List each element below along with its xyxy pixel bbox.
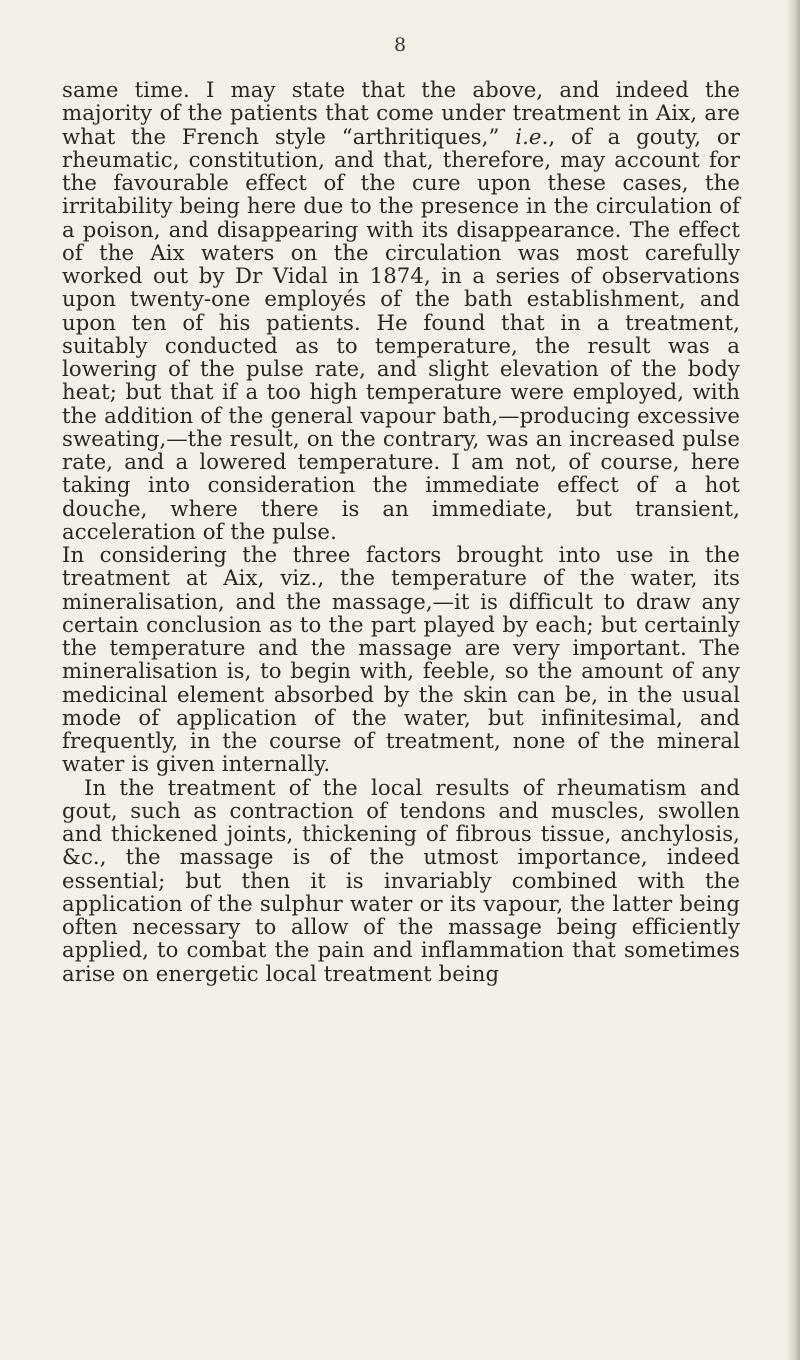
page-number: 8 (393, 34, 407, 56)
italic-abbreviation: i.e. (515, 123, 549, 149)
body-text (62, 78, 740, 985)
paragraph (62, 78, 740, 543)
text-segment: In considering the three factors brought into use in the treatment at Aix, viz., the temperature of the water, its mineralisation, and the massage,—it is difficult to draw any certain conclusion as to the part played by each; but certainly the temperature and the massage are very important. The mineralisation is, to begin with, feeble, so the amount of any medicinal element absorbed by the skin can be, in the usual mode of application of the water, but infinitesimal, and frequently, in the course of treatment, none of the mineral water is given internally. (62, 542, 740, 777)
text-segment: , of a gouty, or rheumatic, constitution, and that, therefore, may account for the favourable effect of the cure upon these cases, the irritability being here due to the presence in the circulation of a poison, and disappearing with its disappearance. The effect of the Aix waters on the circulation was most carefully worked out by Dr Vidal in 1874, in a series of observations upon twenty-one employés of the bath establishment, and upon ten of his patients. He found that in a treatment, suitably conducted as to temperature, the result was a lowering of the pulse rate, and slight elevation of the body heat; but that if a too high temperature were employed, with the addition of the general vapour bath,—producing excessive sweating,—the result, on the contrary, was an increased pulse rate, and a lowered temperature. I am not, of course, here taking into consideration the immediate effect of a hot douche, where there is an immediate, but transient, acceleration of the pulse. (62, 123, 740, 544)
paragraph (62, 543, 740, 776)
text-segment: same time. I may state that the above, and indeed the majority of the patients that come under treatment in Aix, are what the French style “arthritiques,” (62, 77, 740, 149)
paragraph (62, 776, 740, 985)
page-edge-shadow (786, 0, 800, 1360)
text-segment: In the treatment of the local results of rheumatism and gout, such as contraction of tendons and muscles, swollen and thickened joints, thickening of fibrous tissue, anchylosis, &c., the massage is of the utmost importance, indeed essential; but then it is invariably combined with the application of the sulphur water or its vapour, the latter being often necessary to allow of the massage being efficiently applied, to combat the pain and inflammation that sometimes arise on energetic local treatment being (62, 774, 740, 986)
